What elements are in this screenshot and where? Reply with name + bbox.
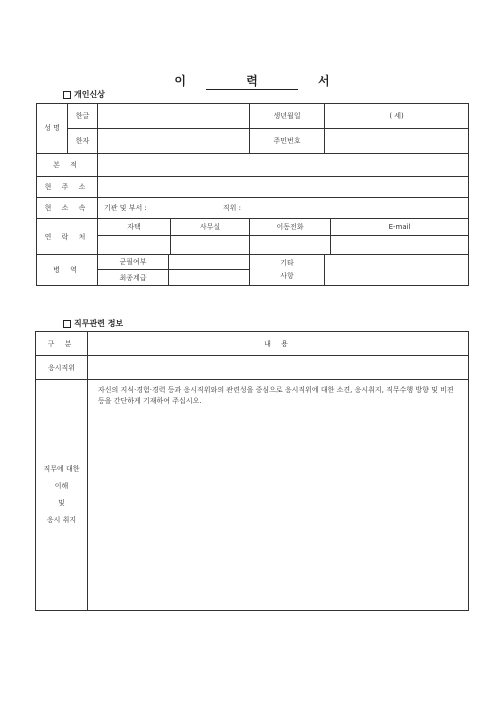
position-label: 직위 : (222, 204, 241, 212)
category-header: 구 분 (36, 332, 88, 356)
hangul-label: 한글 (68, 104, 98, 129)
understanding-label-line4: 응시 취지 (46, 516, 77, 524)
email-field[interactable] (331, 236, 469, 255)
hanja-label: 한자 (68, 129, 98, 154)
address-label: 현 주 소 (37, 177, 98, 198)
office-phone-field[interactable] (171, 236, 250, 255)
duty-info-table (35, 331, 469, 611)
other-label: 기타 사항 (250, 255, 325, 286)
applied-position-field[interactable] (88, 356, 469, 380)
duty-section-heading (63, 318, 123, 329)
title-underline (206, 89, 298, 90)
hangul-name-field[interactable] (98, 104, 250, 129)
military-label: 병 역 (37, 255, 98, 286)
applied-position-label: 응시직위 (36, 356, 88, 380)
final-rank-label: 최종계급 (98, 270, 169, 286)
hanja-name-field[interactable] (98, 129, 250, 154)
content-header: 내 용 (88, 332, 469, 356)
resident-no-label: 주민번호 (250, 129, 325, 154)
birth-label: 생년월일 (250, 104, 325, 129)
contact-header-office: 사무실 (171, 219, 250, 236)
understanding-label-line3: 및 (58, 499, 65, 507)
home-phone-field[interactable] (98, 236, 171, 255)
final-rank-field[interactable] (169, 270, 250, 286)
contact-header-mobile: 이동전화 (250, 219, 331, 236)
domicile-field[interactable] (98, 154, 469, 177)
personal-section-title: 개인신상 (74, 90, 105, 99)
org-dept-label: 기관 및 부서 : (104, 204, 147, 212)
contact-label: 연 락 처 (37, 219, 98, 255)
mobile-phone-field[interactable] (250, 236, 331, 255)
military-status-field[interactable] (169, 255, 250, 270)
duty-section-title: 직무관련 정보 (74, 319, 124, 328)
address-field[interactable] (98, 177, 469, 198)
understanding-label-line2: 이해 (54, 482, 69, 490)
domicile-label: 본 적 (37, 154, 98, 177)
affiliation-field[interactable] (98, 198, 469, 219)
understanding-label (36, 380, 88, 611)
checkbox-icon (63, 320, 71, 328)
resident-no-field[interactable] (325, 129, 469, 154)
other-field[interactable] (325, 255, 469, 286)
personal-section-heading (63, 89, 105, 100)
motive-field[interactable] (88, 380, 469, 611)
document-title: 이 력 서 (174, 74, 358, 88)
age-placeholder: ( 세) (389, 112, 404, 120)
instruction-text: 자신의 지식·경험·경력 등과 응시직위와의 관련성을 중심으로 응시직위에 대한 소견, 응시취지, 직무수행 방향 및 비젼 등을 간단하게 기재하여 주십시오. (98, 386, 454, 405)
contact-header-email: E-mail (331, 219, 469, 236)
military-status-label: 군필여부 (98, 255, 169, 270)
checkbox-icon (63, 91, 71, 99)
personal-info-table (36, 103, 469, 286)
birth-field[interactable] (325, 104, 469, 129)
contact-header-home: 자택 (98, 219, 171, 236)
affiliation-label: 현 소 속 (37, 198, 98, 219)
understanding-label-line1: 직무에 대한 (43, 465, 80, 473)
name-label: 성 명 (37, 104, 68, 154)
